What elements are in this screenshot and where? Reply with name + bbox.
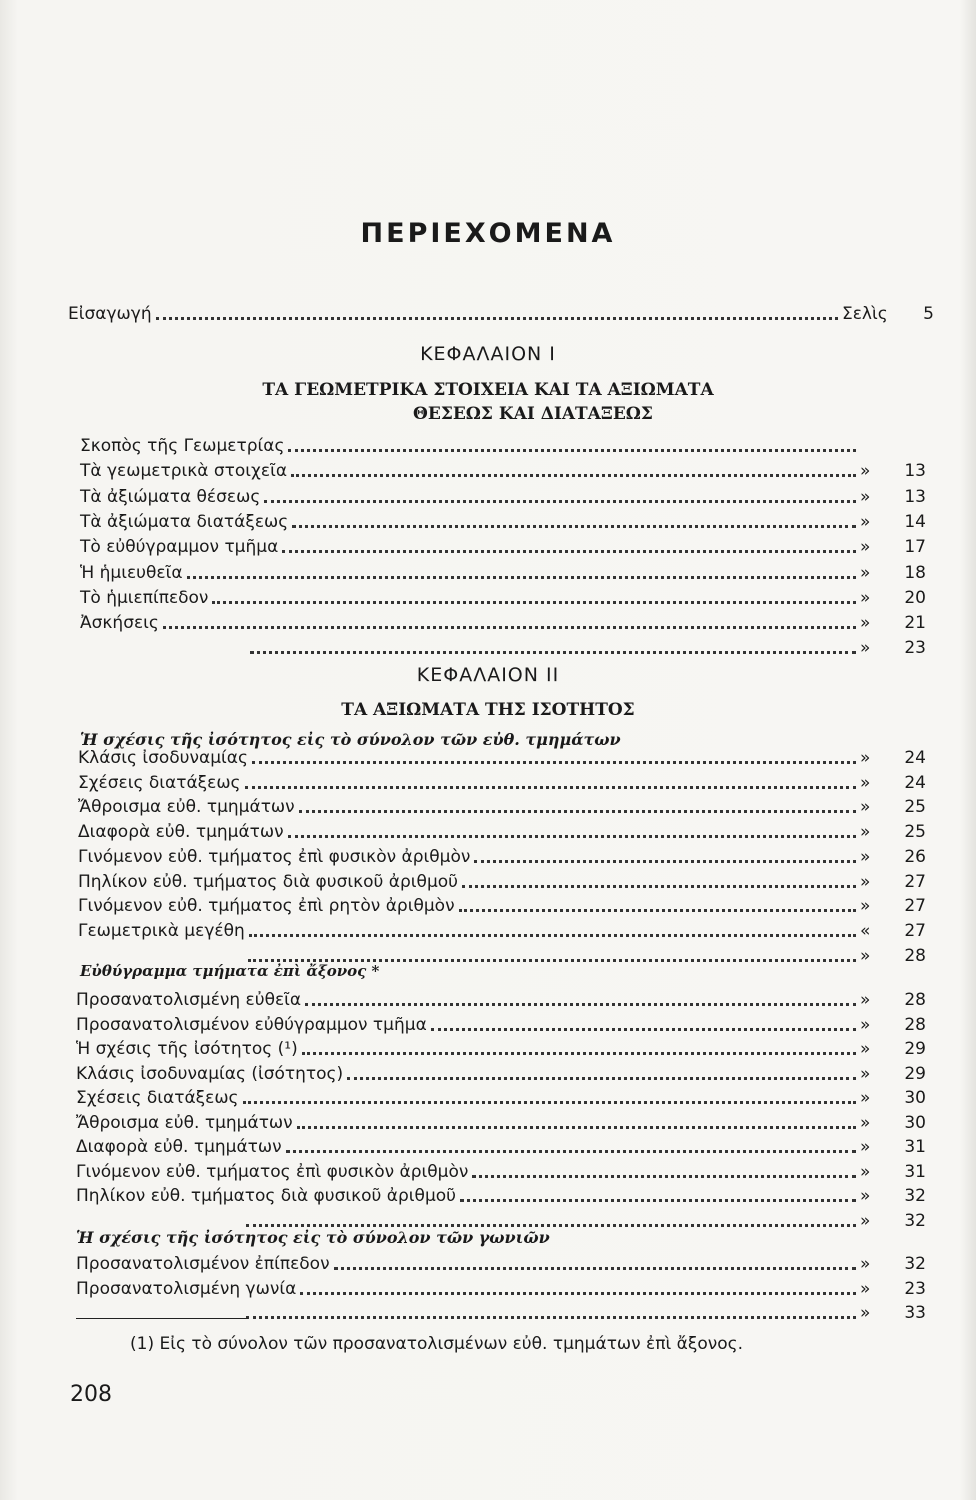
- toc-entry-mark: »: [860, 748, 871, 768]
- leader-dots: [292, 524, 856, 528]
- toc-entry-mark: »: [860, 871, 871, 892]
- leader-dots: [245, 785, 856, 789]
- chapter-title-line2: ΘΕΣΕΩΣ ΚΑΙ ΔΙΑΤΑΞΕΩΣ: [413, 404, 653, 424]
- toc-entry-page: 27: [904, 871, 926, 892]
- toc-entry-page: 30: [904, 1088, 926, 1108]
- toc-entry-page: 31: [904, 1137, 926, 1157]
- toc-entry-page: 24: [904, 772, 926, 793]
- toc-entry-label: Σκοπὸς τῆς Γεωμετρίας: [80, 436, 285, 456]
- toc-entry-label: Τὸ εὐθύγραμμον τμῆμα: [80, 537, 279, 558]
- toc-entry: [80, 634, 926, 658]
- leader-dots: [249, 933, 856, 937]
- toc-entry-mark: »: [860, 537, 871, 558]
- toc-entry-mark: »: [860, 1254, 871, 1274]
- toc-entry-page: 25: [904, 797, 926, 818]
- toc-entry-mark: »: [860, 797, 871, 818]
- leader-dots: [282, 549, 856, 553]
- leader-dots: [472, 1174, 856, 1178]
- section-heading: Ἡ σχέσις τῆς ἰσότητος εἰς τὸ σύνολον τῶν εὐθ. τμημάτων: [80, 730, 621, 749]
- toc-entry-mark: »: [860, 1063, 871, 1084]
- toc-entry-label: Κλάσις ἰσοδυναμίας: [78, 748, 248, 768]
- leader-dots: [300, 1291, 856, 1295]
- chapter-heading: ΚΕΦΑΛΑΙΟΝ ΙΙ: [416, 664, 560, 686]
- toc-entry-page: 28: [904, 945, 926, 966]
- toc-entry-label: Προσανατολισμένον εὐθύγραμμον τμῆμα: [76, 1014, 427, 1035]
- toc-entry-mark: »: [860, 772, 871, 793]
- toc-entry-label: Σχέσεις διατάξεως: [78, 772, 241, 793]
- leader-dots: [474, 859, 856, 863]
- chapter-heading: ΚΕΦΑΛΑΙΟΝ Ι: [420, 343, 556, 365]
- toc-entry: [76, 1109, 926, 1133]
- toc-entry: [76, 1011, 926, 1035]
- leader-dots: [288, 834, 856, 838]
- toc-entry-mark: »: [860, 896, 871, 917]
- toc-entry-mark: »: [860, 945, 871, 966]
- toc-entry-label: Πηλίκον εὐθ. τμήματος διὰ φυσικοῦ ἀριθμοῦ: [76, 1186, 456, 1206]
- toc-entry: [76, 1299, 926, 1323]
- toc-entry: [80, 559, 926, 583]
- leader-dots: [460, 1198, 856, 1202]
- toc-entry: [76, 986, 926, 1010]
- toc-entry-page: 33: [904, 1303, 926, 1323]
- toc-entry-label: Προσανατολισμένον ἐπίπεδον: [76, 1254, 330, 1274]
- leader-dots: [212, 600, 856, 604]
- toc-entry-label: Ἄθροισμα εὐθ. τμημάτων: [78, 797, 295, 818]
- toc-entry: [80, 609, 926, 633]
- toc-entry-label: Ἄθροισμα εὐθ. τμημάτων: [76, 1112, 293, 1133]
- leader-dots: [347, 1076, 856, 1080]
- leader-dots: [156, 316, 838, 320]
- toc-entry-label: Γινόμενον εὐθ. τμήματος ἐπὶ φυσικὸν ἀριθμὸν: [76, 1161, 469, 1182]
- toc-entry: [76, 1035, 926, 1059]
- toc-entry-intro: [68, 300, 934, 324]
- section-heading: Ἡ σχέσις τῆς ἰσότητος εἰς τὸ σύνολον τῶν γωνιῶν: [76, 1228, 550, 1247]
- leader-dots: [243, 1100, 856, 1104]
- toc-entry-page: 5: [923, 304, 934, 324]
- toc-entry-label: Ἀσκήσεις: [80, 613, 159, 634]
- leader-dots: [250, 650, 856, 654]
- toc-entry-page: 28: [904, 1014, 926, 1035]
- leader-dots: [246, 1315, 856, 1319]
- toc-entry-mark: »: [860, 1210, 871, 1231]
- leader-dots: [288, 448, 856, 452]
- toc-entry: [76, 1060, 926, 1084]
- toc-entry-label: Ἡ σχέσις τῆς ἰσότητος (¹): [76, 1039, 298, 1059]
- toc-entry-mark: »: [860, 822, 871, 843]
- toc-entry-label: Γινόμενον εὐθ. τμήματος ἐπὶ ρητὸν ἀριθμὸν: [78, 896, 455, 917]
- toc-entry-page: 21: [904, 613, 926, 634]
- toc-entry-mark: »: [860, 1039, 871, 1059]
- toc-entry-page: 27: [904, 896, 926, 917]
- toc-entry-mark: »: [860, 1303, 871, 1323]
- leader-dots: [163, 625, 856, 629]
- leader-dots: [187, 575, 856, 579]
- toc-entry-mark: »: [860, 1161, 871, 1182]
- toc-entry-page: 29: [904, 1063, 926, 1084]
- toc-entry: [78, 868, 926, 892]
- toc-entry-mark: »: [860, 613, 871, 634]
- toc-entry: [78, 843, 926, 867]
- toc-entry: [80, 457, 926, 481]
- toc-entry-page: 23: [904, 638, 926, 659]
- chapter-title: ΤΑ ΓΕΩΜΕΤΡΙΚΑ ΣΤΟΙΧΕΙΑ ΚΑΙ ΤΑ ΑΞΙΩΜΑΤΑ: [262, 380, 714, 400]
- toc-entry-page: 18: [904, 562, 926, 583]
- toc-entry-mark: »: [860, 1014, 871, 1035]
- toc-entry-label: Εἰσαγωγή: [68, 304, 152, 324]
- toc-entry-label: Τὰ ἀξιώματα διατάξεως: [80, 511, 289, 532]
- toc-entry-page: 26: [904, 846, 926, 867]
- toc-entry-mark: »: [860, 1137, 871, 1157]
- toc-entry-mark: »: [860, 511, 871, 532]
- toc-entry-page: 32: [904, 1254, 926, 1274]
- toc-entry-mark: »: [860, 1278, 871, 1299]
- toc-entry-label: Προσανατολισμένη γωνία: [76, 1278, 297, 1299]
- toc-entry: [78, 769, 926, 793]
- toc-entry-label: Διαφορὰ εὐθ. τμημάτων: [76, 1137, 282, 1157]
- toc-entry-label: Ἡ ἡμιευθεῖα: [80, 562, 183, 583]
- leader-dots: [246, 1223, 856, 1227]
- toc-entry-mark: »: [860, 846, 871, 867]
- toc-entry-mark: »: [860, 562, 871, 583]
- toc-entry-page: 23: [904, 1278, 926, 1299]
- toc-entry-mark: »: [860, 587, 871, 608]
- toc-entry: [78, 917, 926, 941]
- leader-dots: [334, 1266, 856, 1270]
- toc-entry-label: Τὰ γεωμετρικὰ στοιχεῖα: [80, 461, 288, 482]
- leader-dots: [286, 1149, 856, 1153]
- toc-entry-mark: »: [860, 990, 871, 1010]
- toc-entry-page: 20: [904, 587, 926, 608]
- toc-entry: [76, 1250, 926, 1274]
- leader-dots: [431, 1027, 856, 1031]
- leader-dots: [252, 760, 856, 764]
- toc-entry: [78, 818, 926, 842]
- page-title: ΠΕΡΙΕΧΟΜΕΝΑ: [360, 218, 616, 249]
- page-number: 208: [70, 1382, 112, 1407]
- toc-entry-page: 24: [904, 748, 926, 768]
- chapter-title: ΤΑ ΑΞΙΩΜΑΤΑ ΤΗΣ ΙΣΟΤΗΤΟΣ: [341, 700, 635, 720]
- toc-entry-page: 27: [904, 920, 926, 941]
- toc-entry-page: 30: [904, 1112, 926, 1133]
- leader-dots: [297, 1125, 856, 1129]
- leader-dots: [264, 499, 856, 503]
- toc-entry-label: Τὸ ἡμιεπίπεδον: [80, 587, 209, 608]
- toc-entry: [76, 1207, 926, 1231]
- toc-entry-label: Πηλίκον εὐθ. τμήματος διὰ φυσικοῦ ἀριθμοῦ: [78, 871, 458, 892]
- toc-entry: [80, 432, 926, 456]
- toc-entry: [80, 483, 926, 507]
- toc-entry: [78, 793, 926, 817]
- leader-dots: [302, 1051, 856, 1055]
- toc-entry: [76, 1084, 926, 1108]
- leader-dots: [305, 1002, 856, 1006]
- toc-entry-mark: »: [860, 1186, 871, 1206]
- toc-entry-mark: »: [860, 1112, 871, 1133]
- toc-entry-mark: »: [860, 1088, 871, 1108]
- toc-entry: [76, 1158, 926, 1182]
- leader-dots: [299, 809, 856, 813]
- toc-entry-page: 13: [904, 461, 926, 482]
- toc-entry-label: Προσανατολισμένη εὐθεῖα: [76, 990, 302, 1010]
- toc-entry-page: 29: [904, 1039, 926, 1059]
- toc-entry-page: 28: [904, 990, 926, 1010]
- toc-entry: [78, 892, 926, 916]
- toc-entry-page: 17: [904, 537, 926, 558]
- toc-entry-label: Τὰ ἀξιώματα θέσεως: [80, 486, 261, 507]
- section-heading: Εὐθύγραμμα τμήματα ἐπὶ ἄξονος *: [80, 962, 380, 980]
- toc-entry-mark: Σελὶς: [842, 304, 888, 324]
- toc-entry-label: Σχέσεις διατάξεως: [76, 1088, 239, 1108]
- leader-dots: [462, 884, 856, 888]
- toc-entry-page: 25: [904, 822, 926, 843]
- toc-entry: [80, 508, 926, 532]
- footnote-rule: [76, 1318, 248, 1319]
- toc-entry-mark: »: [860, 461, 871, 482]
- toc-entry: [76, 1133, 926, 1157]
- toc-entry-mark: »: [860, 486, 871, 507]
- toc-entry-page: 32: [904, 1210, 926, 1231]
- toc-entry: [78, 744, 926, 768]
- toc-entry: [76, 1275, 926, 1299]
- toc-entry-mark: «: [860, 920, 871, 941]
- toc-entry: [76, 1182, 926, 1206]
- footnote: (1) Εἰς τὸ σύνολον τῶν προσανατολισμένων εὐθ. τμημάτων ἐπὶ ἄξονος.: [130, 1334, 744, 1354]
- toc-entry-label: Διαφορὰ εὐθ. τμημάτων: [78, 822, 284, 843]
- toc-entry-label: Κλάσις ἰσοδυναμίας (ἰσότητος): [76, 1063, 344, 1084]
- toc-entry-page: 14: [904, 511, 926, 532]
- toc-entry-page: 13: [904, 486, 926, 507]
- toc-entry: [80, 533, 926, 557]
- toc-entry-mark: »: [860, 638, 871, 659]
- leader-dots: [459, 908, 856, 912]
- leader-dots: [248, 958, 856, 962]
- toc-entry-page: 31: [904, 1161, 926, 1182]
- toc-entry-label: Γινόμενον εὐθ. τμήματος ἐπὶ φυσικὸν ἀριθμὸν: [78, 846, 471, 867]
- toc-entry-label: Γεωμετρικὰ μεγέθη: [78, 920, 245, 941]
- leader-dots: [291, 473, 856, 477]
- toc-entry: [80, 584, 926, 608]
- toc-entry-page: 32: [904, 1186, 926, 1206]
